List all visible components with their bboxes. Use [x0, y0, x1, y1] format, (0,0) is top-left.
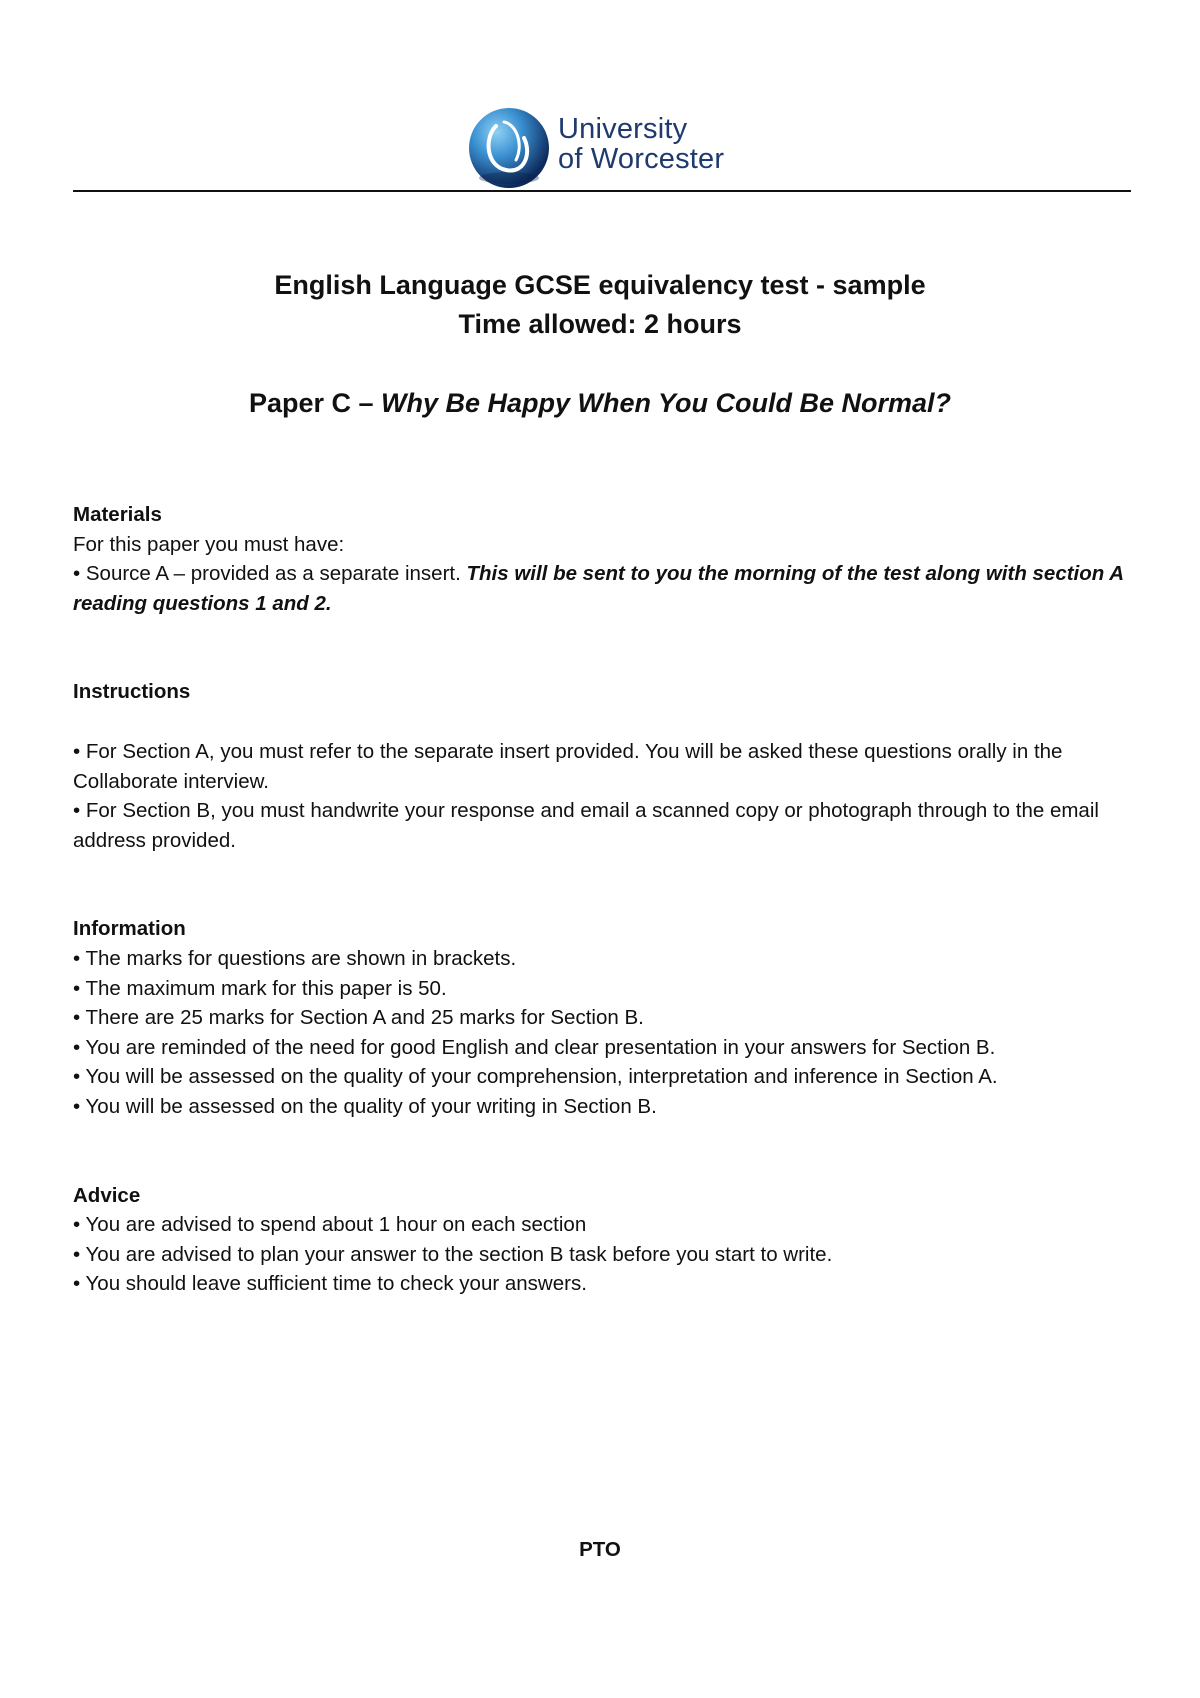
paper-title — [0, 384, 1200, 423]
document-body — [73, 500, 1133, 1299]
information-heading: Information — [73, 917, 186, 941]
materials-item-text: • Source A – provided as a separate insert. — [73, 562, 467, 586]
instructions-item: • For Section A, you must refer to the separate insert provided. You will be asked these questions orally in the Collaborate interview. — [73, 739, 1063, 793]
advice-item: • You should leave sufficient time to check your answers. — [73, 1272, 587, 1296]
university-logo — [466, 104, 766, 190]
time-allowed: Time allowed: 2 hours — [458, 309, 742, 339]
university-orb-icon — [466, 104, 552, 190]
logo-wordmark — [558, 114, 724, 174]
paper-prefix: Paper C – — [248, 388, 381, 418]
advice-heading: Advice — [73, 1183, 141, 1207]
test-title: English Language GCSE equivalency test - sample — [274, 270, 926, 300]
information-item: • The maximum mark for this paper is 50. — [73, 976, 447, 1000]
information-item: • The marks for questions are shown in brackets. — [73, 946, 517, 970]
materials-heading: Materials — [73, 503, 162, 526]
instructions-section — [73, 677, 1133, 855]
advice-item: • You are advised to spend about 1 hour on each section — [73, 1213, 587, 1237]
advice-section — [73, 1181, 1133, 1299]
information-item: • You will be assessed on the quality of your comprehension, interpretation and inference in Section A. — [73, 1065, 998, 1089]
advice-item: • You are advised to plan your answer to the section B task before you start to write. — [73, 1242, 833, 1266]
logo-line-1: University — [558, 113, 688, 145]
title-block — [0, 266, 1200, 423]
instructions-heading: Instructions — [73, 680, 191, 704]
information-item: • You will be assessed on the quality of your writing in Section B. — [73, 1094, 657, 1118]
materials-section — [73, 500, 1133, 618]
materials-item-note: This will be sent to you the morning of the test along with section A reading questions 1 and 2. — [73, 562, 1124, 615]
logo-line-2: of Worcester — [558, 143, 725, 175]
information-item: • You are reminded of the need for good English and clear presentation in your answers for Section B. — [73, 1035, 996, 1059]
paper-name: Why Be Happy When You Could Be Normal? — [381, 388, 952, 418]
information-item: • There are 25 marks for Section A and 25 marks for Section B. — [73, 1006, 644, 1030]
header-divider — [73, 190, 1131, 192]
materials-item — [73, 559, 1133, 618]
instructions-item: • For Section B, you must handwrite your response and email a scanned copy or photograph through to the email address provided. — [73, 799, 1099, 852]
materials-intro: For this paper you must have: — [73, 532, 345, 556]
page-header — [0, 100, 1200, 192]
information-section — [73, 914, 1133, 1121]
pto-footer: PTO — [579, 1538, 621, 1561]
